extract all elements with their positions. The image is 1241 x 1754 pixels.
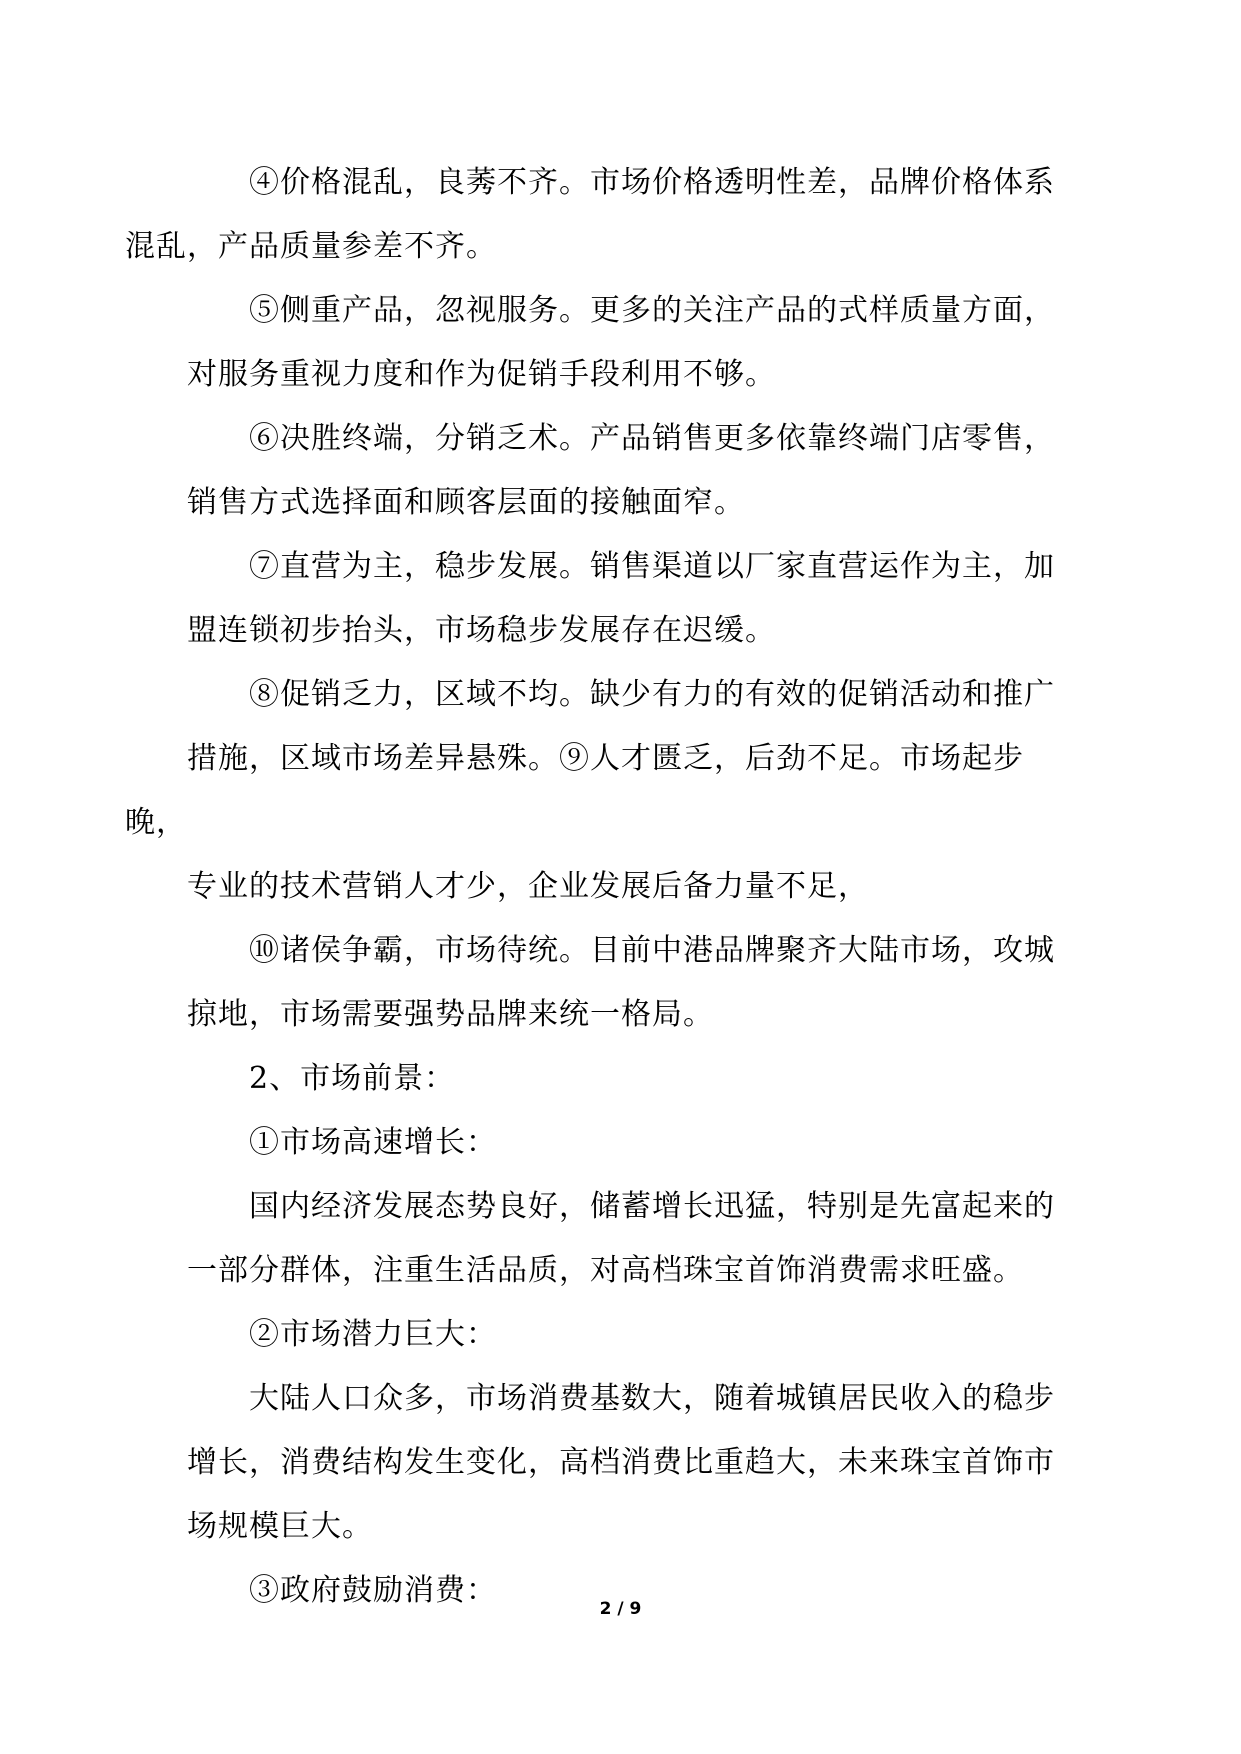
text-line: ③政府鼓励消费：: [249, 1573, 497, 1608]
text-line: 国内经济发展态势良好，储蓄增长迅猛，特别是先富起来的: [249, 1189, 1055, 1224]
paragraph-10-competition: [187, 919, 1057, 1047]
paragraph-7-direct-operation: [187, 535, 1057, 663]
text-line: 一部分群体，注重生活品质，对高档珠宝首饰消费需求旺盛。: [187, 1253, 1024, 1288]
text-line: 混乱，产品质量参差不齐。: [125, 229, 497, 264]
paragraph-market-growth: [187, 1175, 1057, 1303]
text-line: ①市场高速增长：: [249, 1125, 497, 1160]
paragraph-5-product-service: [187, 279, 1057, 407]
paragraph-6-terminal-distribution: [187, 407, 1057, 535]
paragraph-market-potential: [187, 1367, 1057, 1559]
text-line: 2、市场前景：: [249, 1061, 456, 1096]
paragraph-8-9-promotion-talent: [125, 663, 1057, 919]
text-line: 销售方式选择面和顾客层面的接触面窄。: [187, 485, 745, 520]
text-line: 专业的技术营销人才少，企业发展后备力量不足，: [187, 869, 869, 904]
text-line: 措施，区域市场差异悬殊。⑨人才匮乏，后劲不足。市场起步晚，: [125, 741, 1024, 840]
subheading-market-potential: [187, 1303, 1057, 1367]
text-line: ⑩诸侯争霸，市场待统。目前中港品牌聚齐大陆市场，攻城: [249, 933, 1055, 968]
text-line: ⑥决胜终端，分销乏术。产品销售更多依靠终端门店零售，: [249, 421, 1055, 456]
text-line: ④价格混乱，良莠不齐。市场价格透明性差，品牌价格体系: [249, 165, 1055, 200]
text-line: 增长，消费结构发生变化，高档消费比重趋大，未来珠宝首饰市: [187, 1445, 1055, 1480]
text-line: 掠地，市场需要强势品牌来统一格局。: [187, 997, 714, 1032]
text-line: 场规模巨大。: [187, 1509, 373, 1544]
text-line: ⑦直营为主，稳步发展。销售渠道以厂家直营运作为主，加: [249, 549, 1055, 584]
text-line: 大陆人口众多，市场消费基数大，随着城镇居民收入的稳步: [249, 1381, 1055, 1416]
text-line: ⑤侧重产品，忽视服务。更多的关注产品的式样质量方面，: [249, 293, 1055, 328]
section-heading-market-outlook: [187, 1047, 1057, 1111]
text-line: ②市场潜力巨大：: [249, 1317, 497, 1352]
paragraph-4-price-chaos: [125, 151, 1057, 279]
subheading-market-growth: [187, 1111, 1057, 1175]
page-number: 2 / 9: [599, 1599, 642, 1619]
text-line: ⑧促销乏力，区域不均。缺少有力的有效的促销活动和推广: [249, 677, 1055, 712]
text-line: 盟连锁初步抬头，市场稳步发展存在迟缓。: [187, 613, 776, 648]
body-text: [125, 151, 1057, 1623]
text-line: 对服务重视力度和作为促销手段利用不够。: [187, 357, 776, 392]
